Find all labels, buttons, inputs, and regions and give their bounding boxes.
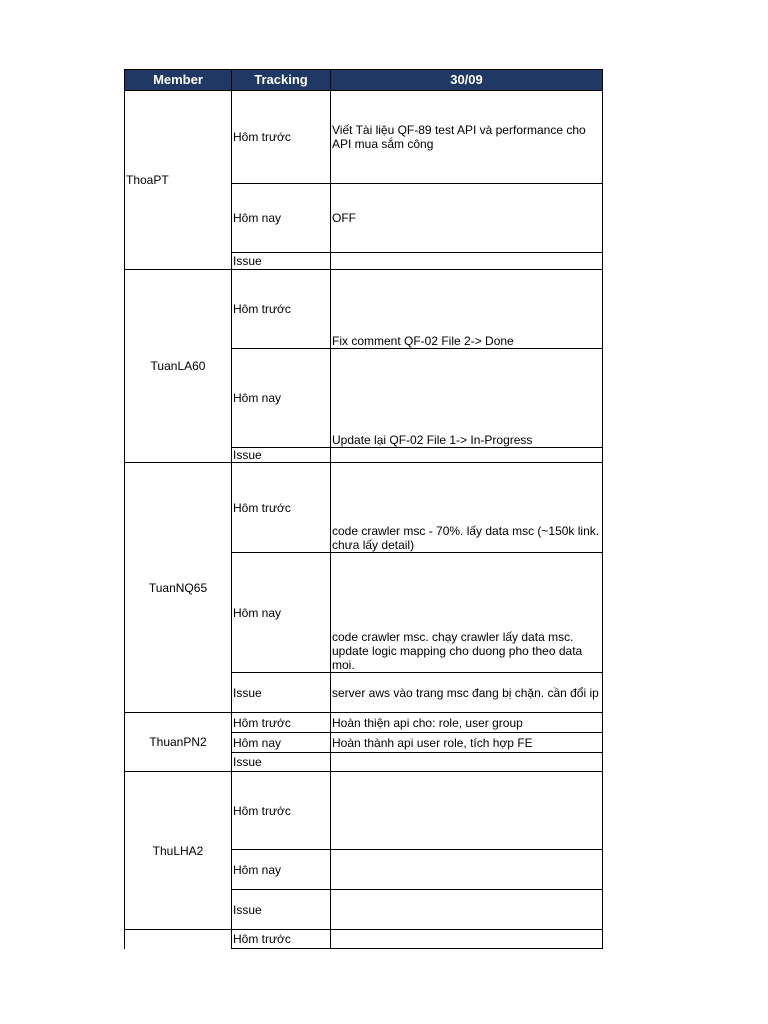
member-cell[interactable] xyxy=(125,930,232,949)
content-cell[interactable]: Hoàn thiện api cho: role, user group xyxy=(331,713,603,733)
tracking-cell[interactable]: Hôm nay xyxy=(232,184,331,253)
content-cell[interactable] xyxy=(331,448,603,463)
content-cell[interactable] xyxy=(331,753,603,772)
table-row xyxy=(125,713,603,733)
content-cell[interactable]: code crawler msc. chạy crawler lấy data msc. update logic mapping cho duong pho theo data moi. xyxy=(331,553,603,673)
member-cell[interactable]: TuanLA60 xyxy=(125,270,232,463)
tracking-cell[interactable]: Hôm trước xyxy=(232,930,331,949)
content-cell[interactable]: Hoàn thành api user role, tích hợp FE xyxy=(331,733,603,753)
member-cell[interactable]: ThuanPN2 xyxy=(125,713,232,772)
tracking-cell[interactable]: Issue xyxy=(232,673,331,713)
content-cell[interactable]: server aws vào trang msc đang bị chặn. cần đổi ip xyxy=(331,673,603,713)
content-cell[interactable]: Update lại QF-02 File 1-> In-Progress xyxy=(331,349,603,448)
member-cell[interactable]: ThuLHA2 xyxy=(125,772,232,930)
header-row xyxy=(125,70,603,91)
content-cell[interactable] xyxy=(331,850,603,890)
table-row xyxy=(125,463,603,553)
table-row xyxy=(125,772,603,850)
content-cell[interactable]: code crawler msc - 70%. lấy data msc (~150k link. chưa lấy detail) xyxy=(331,463,603,553)
tracking-cell[interactable]: Issue xyxy=(232,253,331,270)
tracking-cell[interactable]: Hôm nay xyxy=(232,850,331,890)
content-cell[interactable]: Viết Tài liệu QF-89 test API và performance cho API mua sắm công xyxy=(331,91,603,184)
table-row xyxy=(125,270,603,349)
member-cell[interactable]: TuanNQ65 xyxy=(125,463,232,713)
tracking-cell[interactable]: Hôm trước xyxy=(232,772,331,850)
tracking-cell[interactable]: Hôm trước xyxy=(232,463,331,553)
tracking-cell[interactable]: Hôm trước xyxy=(232,713,331,733)
tracking-cell[interactable]: Hôm trước xyxy=(232,91,331,184)
standup-tracking-table xyxy=(124,69,603,949)
table-row xyxy=(125,930,603,949)
tracking-cell[interactable]: Issue xyxy=(232,890,331,930)
member-cell[interactable]: ThoaPT xyxy=(125,91,232,270)
content-cell[interactable] xyxy=(331,253,603,270)
tracking-cell[interactable]: Hôm nay xyxy=(232,553,331,673)
table-row xyxy=(125,91,603,184)
tracking-cell[interactable]: Hôm trước xyxy=(232,270,331,349)
header-member[interactable]: Member xyxy=(125,70,232,91)
content-cell[interactable] xyxy=(331,890,603,930)
tracking-cell[interactable]: Hôm nay xyxy=(232,349,331,448)
header-date[interactable]: 30/09 xyxy=(331,70,603,91)
content-cell[interactable] xyxy=(331,930,603,949)
content-cell[interactable] xyxy=(331,772,603,850)
header-tracking[interactable]: Tracking xyxy=(232,70,331,91)
tracking-cell[interactable]: Issue xyxy=(232,753,331,772)
content-cell[interactable]: OFF xyxy=(331,184,603,253)
tracking-cell[interactable]: Hôm nay xyxy=(232,733,331,753)
tracking-cell[interactable]: Issue xyxy=(232,448,331,463)
content-cell[interactable]: Fix comment QF-02 File 2-> Done xyxy=(331,270,603,349)
